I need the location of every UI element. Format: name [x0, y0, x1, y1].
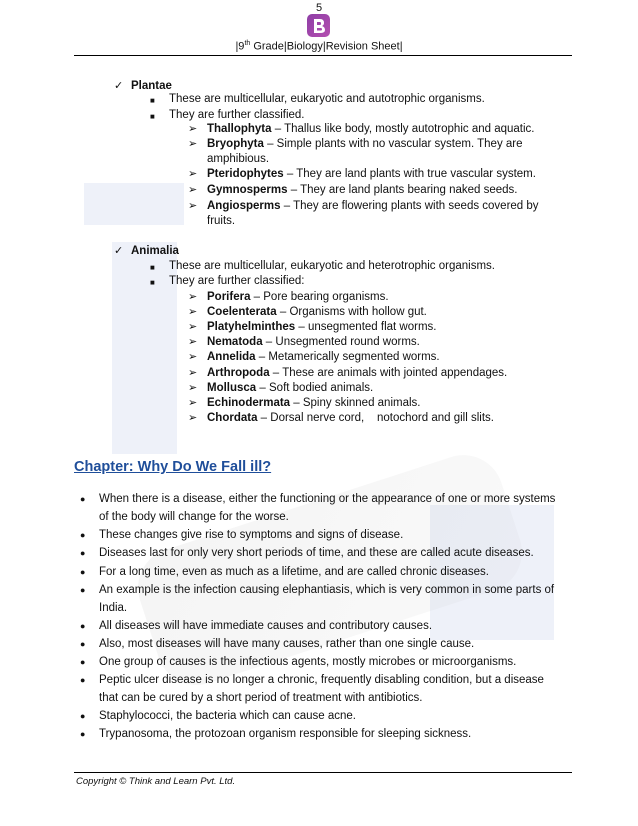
chapter-bullet: When there is a disease, either the functioning or the appearance of one or more systems of the body will change for the worse. — [99, 493, 556, 523]
logo-b-icon — [307, 14, 330, 37]
bullet-icon: ● — [80, 639, 86, 649]
arrow-bullet-icon: ➢ — [188, 336, 198, 348]
checkmark-icon: ✓ — [114, 245, 124, 257]
chapter-bullet: Also, most diseases will have many causes, rather than one single cause. — [99, 638, 475, 650]
arrow-bullet-icon: ➢ — [188, 291, 198, 303]
arrow-bullet-icon: ➢ — [188, 382, 198, 394]
arrow-bullet-icon: ➢ — [188, 351, 198, 363]
bullet-icon: ● — [80, 567, 86, 577]
square-bullet-icon: ■ — [150, 263, 155, 272]
animalia-group: Arthropoda – These are animals with jointed appendages. — [207, 367, 508, 379]
arrow-bullet-icon: ➢ — [188, 184, 198, 196]
footer-rule — [74, 772, 572, 773]
arrow-bullet-icon: ➢ — [188, 321, 198, 333]
animalia-point: They are further classified: — [169, 275, 305, 287]
plantae-group: Bryophyta – Simple plants with no vascular system. They are — [207, 138, 523, 150]
header-rule — [74, 55, 572, 56]
arrow-bullet-icon: ➢ — [188, 168, 198, 180]
header-suffix: Grade|Biology|Revision Sheet| — [250, 40, 403, 53]
page-number: 5 — [315, 2, 323, 14]
header-prefix: |9 — [235, 40, 245, 53]
bullet-icon: ● — [80, 729, 86, 739]
bullet-icon: ● — [80, 585, 86, 595]
header-sup: th — [244, 40, 251, 47]
animalia-group: Porifera – Pore bearing organisms. — [207, 291, 389, 303]
bullet-icon: ● — [80, 711, 86, 721]
animalia-group: Echinodermata – Spiny skinned animals. — [207, 397, 421, 409]
background-band — [112, 242, 177, 454]
bullet-icon: ● — [80, 494, 86, 504]
chapter-bullet: Staphylococci, the bacteria which can cause acne. — [99, 710, 356, 722]
animalia-group: Coelenterata – Organisms with hollow gut. — [207, 306, 427, 318]
arrow-bullet-icon: ➢ — [188, 123, 198, 135]
arrow-bullet-icon: ➢ — [188, 138, 198, 150]
plantae-group: Thallophyta – Thallus like body, mostly autotrophic and aquatic. — [207, 123, 535, 135]
bullet-icon: ● — [80, 548, 86, 558]
plantae-point: They are further classified. — [169, 109, 305, 121]
square-bullet-icon: ■ — [150, 112, 155, 121]
arrow-bullet-icon: ➢ — [188, 367, 198, 379]
square-bullet-icon: ■ — [150, 278, 155, 287]
chapter-bullet: One group of causes is the infectious agents, mostly microbes or microorganisms. — [99, 656, 517, 668]
plantae-group-continued: amphibious. — [207, 153, 270, 165]
arrow-bullet-icon: ➢ — [188, 412, 198, 424]
chapter-title: Chapter: Why Do We Fall ill? — [74, 459, 272, 475]
animalia-group: Mollusca – Soft bodied animals. — [207, 382, 374, 394]
animalia-group: Annelida – Metamerically segmented worms. — [207, 351, 440, 363]
bullet-icon: ● — [80, 530, 86, 540]
plantae-group: Pteridophytes – They are land plants with true vascular system. — [207, 168, 536, 180]
animalia-group: Chordata – Dorsal nerve cord, notochord and gill slits. — [207, 412, 494, 424]
animalia-group: Nematoda – Unsegmented round worms. — [207, 336, 420, 348]
background-band — [84, 183, 184, 225]
animalia-point: These are multicellular, eukaryotic and heterotrophic organisms. — [169, 260, 495, 272]
arrow-bullet-icon: ➢ — [188, 200, 198, 212]
bullet-icon: ● — [80, 675, 86, 685]
square-bullet-icon: ■ — [150, 96, 155, 105]
arrow-bullet-icon: ➢ — [188, 306, 198, 318]
checkmark-icon: ✓ — [114, 80, 124, 92]
chapter-bullet: Trypanosoma, the protozoan organism responsible for sleeping sickness. — [99, 728, 472, 740]
animalia-group: Platyhelminthes – unsegmented flat worms. — [207, 321, 437, 333]
chapter-bullet: For a long time, even as much as a lifetime, and are called chronic diseases. — [99, 566, 489, 578]
plantae-group: Gymnosperms – They are land plants bearing naked seeds. — [207, 184, 518, 196]
plantae-group-continued: fruits. — [207, 215, 236, 227]
chapter-bullet: All diseases will have immediate causes and contributory causes. — [99, 620, 433, 632]
plantae-point: These are multicellular, eukaryotic and autotrophic organisms. — [169, 93, 485, 105]
bullet-icon: ● — [80, 621, 86, 631]
copyright: Copyright © Think and Learn Pvt. Ltd. — [76, 776, 236, 787]
bullet-icon: ● — [80, 657, 86, 667]
plantae-group: Angiosperms – They are flowering plants with seeds covered by — [207, 200, 539, 212]
sheet-header — [0, 40, 638, 53]
byjus-logo-icon — [307, 14, 330, 37]
chapter-bullet: These changes give rise to symptoms and signs of disease. — [99, 529, 404, 541]
animalia-heading: Animalia — [131, 245, 179, 257]
arrow-bullet-icon: ➢ — [188, 397, 198, 409]
chapter-bullet: Diseases last for only very short periods of time, and these are called acute diseases. — [99, 547, 534, 559]
chapter-bullet: Peptic ulcer disease is no longer a chronic, frequently disabling condition, but a disease that can be cured by a short period of treatment with antibiotics. — [99, 674, 544, 704]
plantae-heading: Plantae — [131, 80, 172, 92]
chapter-bullet: An example is the infection causing elephantiasis, which is very common in some parts of India. — [99, 584, 555, 614]
